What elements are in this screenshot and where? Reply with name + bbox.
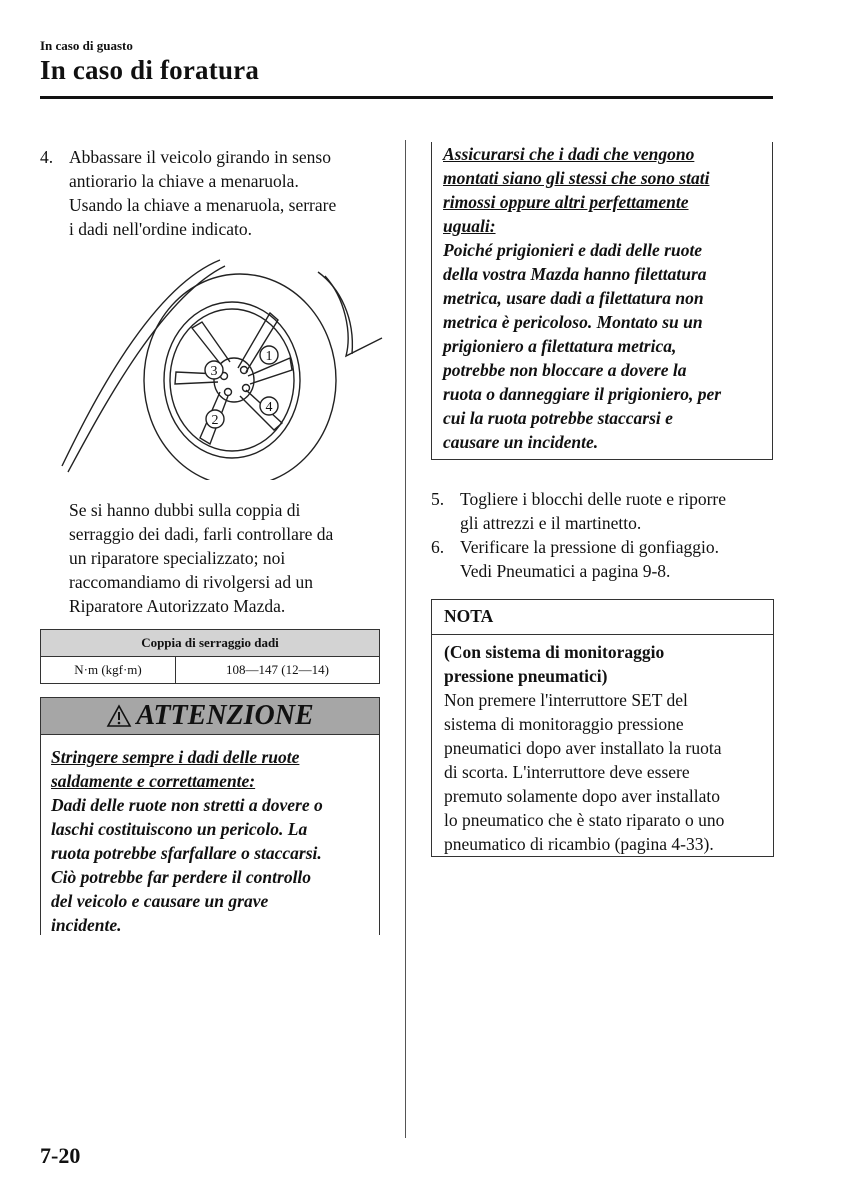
note-body-line: premuto solamente dopo aver installato [444, 786, 721, 806]
warning-body-line: Poiché prigionieri e dadi delle ruote [443, 240, 703, 260]
step-4-line: Abbassare il veicolo girando in senso [69, 147, 331, 167]
attention-body-line: incidente. [51, 915, 122, 935]
tire-outer [144, 274, 336, 480]
paragraph-line: Se si hanno dubbi sulla coppia di [69, 500, 301, 520]
lug-nut [225, 389, 232, 396]
step-4-number: 4. [40, 147, 54, 167]
warning-body-line: causare un incidente. [443, 432, 599, 452]
warning-triangle-icon [106, 704, 132, 728]
order-label-2: 2 [211, 413, 219, 428]
note-body-line: pneumatico di ricambio (pagina 4-33). [444, 834, 714, 854]
step-6-number: 6. [431, 537, 445, 557]
attention-body-line: Dadi delle ruote non stretti a dovere o [51, 795, 323, 815]
warning-border-bottom [431, 459, 773, 460]
warning-body-line: metrica, usare dadi a filettatura non [443, 288, 704, 308]
note-header [432, 600, 773, 635]
order-label-1: 1 [265, 349, 273, 364]
page-title: In caso di foratura [40, 55, 260, 85]
warning-heading [443, 142, 709, 238]
warning-heading-line: montati siano gli stessi che sono stati [443, 168, 710, 188]
torque-table [40, 629, 380, 684]
note-body-line: pneumatici dopo aver installato la ruota [444, 738, 722, 758]
warning-heading-line: rimossi oppure altri perfettamente [443, 192, 689, 212]
torque-value-cell: 108—147 (12—14) [176, 657, 380, 684]
paragraph-line: Riparatore Autorizzato Mazda. [69, 596, 286, 616]
note-subheading-line: (Con sistema di monitoraggio [444, 642, 665, 662]
warning-body-line: cui la ruota potrebbe staccarsi e [443, 408, 673, 428]
step-6-text [460, 535, 719, 583]
warning-body-line: prigioniero a filettatura metrica, [443, 336, 677, 356]
attention-heading-line: Stringere sempre i dadi delle ruote [51, 747, 300, 767]
note-body [444, 688, 724, 856]
page-number: 7-20 [40, 1143, 81, 1168]
order-label-3: 3 [210, 364, 218, 379]
spoke [192, 322, 230, 366]
warning-border-left [431, 142, 432, 460]
note-body-line: lo pneumatico che è stato riparato o uno [444, 810, 725, 830]
warning-body-line: potrebbe non bloccare a dovere la [443, 360, 687, 380]
note-subheading-line: pressione pneumatici) [444, 666, 608, 686]
section-label: In caso di guasto [40, 38, 133, 53]
wheel-nut-order-figure [60, 258, 400, 480]
note-body-line: sistema di monitoraggio pressione [444, 714, 684, 734]
attention-body [51, 793, 323, 937]
fender-arch-edge [318, 272, 352, 354]
attention-body-line: del veicolo e causare un grave [51, 891, 269, 911]
warning-heading-line: Assicurarsi che i dadi che vengono [443, 144, 695, 164]
step-4-line: i dadi nell'ordine indicato. [69, 219, 252, 239]
step-6-line: Verificare la pressione di gonfiaggio. [460, 537, 720, 557]
step-5-number: 5. [431, 489, 445, 509]
step-6-line: Vedi Pneumatici a pagina 9-8. [460, 561, 671, 581]
note-box [431, 599, 774, 857]
order-label-4: 4 [265, 400, 273, 415]
step-4-line: Usando la chiave a menaruola, serrare [69, 195, 337, 215]
attention-heading [51, 745, 299, 793]
torque-table-header: Coppia di serraggio dadi [41, 630, 380, 657]
paragraph-line: raccomandiamo di rivolgersi ad un [69, 572, 313, 592]
torque-unit-cell: N·m (kgf·m) [41, 657, 176, 684]
note-title: NOTA [444, 606, 494, 626]
step-5-text [460, 487, 726, 535]
warning-body [443, 238, 721, 454]
attention-box [40, 697, 380, 935]
step-5-line: Togliere i blocchi delle ruote e riporre [460, 489, 727, 509]
attention-header [40, 697, 380, 735]
warning-body-line: della vostra Mazda hanno filettatura [443, 264, 707, 284]
paragraph-line: un riparatore specializzato; noi [69, 548, 286, 568]
note-body-line: Non premere l'interruttore SET del [444, 690, 688, 710]
warning-border-right [772, 142, 773, 460]
warning-body-line: ruota o danneggiare il prigioniero, per [443, 384, 722, 404]
note-body-line: di scorta. L'interruttore deve essere [444, 762, 690, 782]
rim-edge [164, 302, 300, 458]
warning-heading-line: uguali: [443, 216, 496, 236]
column-divider [405, 140, 406, 1138]
paragraph-line: serraggio dei dadi, farli controllare da [69, 524, 334, 544]
step-4-line: antiorario la chiave a menaruola. [69, 171, 299, 191]
attention-border-left [40, 735, 41, 935]
attention-border-right [379, 735, 380, 935]
step-4-text [69, 145, 336, 241]
warning-box [431, 142, 773, 460]
torque-doubt-paragraph [69, 498, 333, 618]
attention-heading-line: saldamente e correttamente: [51, 771, 256, 791]
step-5-line: gli attrezzi e il martinetto. [460, 513, 642, 533]
attention-body-line: ruota potrebbe sfarfallare o staccarsi. [51, 843, 322, 863]
fender-line [62, 260, 220, 466]
attention-body-line: Ciò potrebbe far perdere il controllo [51, 867, 312, 887]
note-subheading [444, 640, 664, 688]
title-rule [40, 96, 773, 99]
fender-line-inner [68, 266, 225, 472]
attention-title: ATTENZIONE [136, 700, 314, 731]
attention-body-line: laschi costituiscono un pericolo. La [51, 819, 308, 839]
warning-body-line: metrica è pericoloso. Montato su un [443, 312, 703, 332]
